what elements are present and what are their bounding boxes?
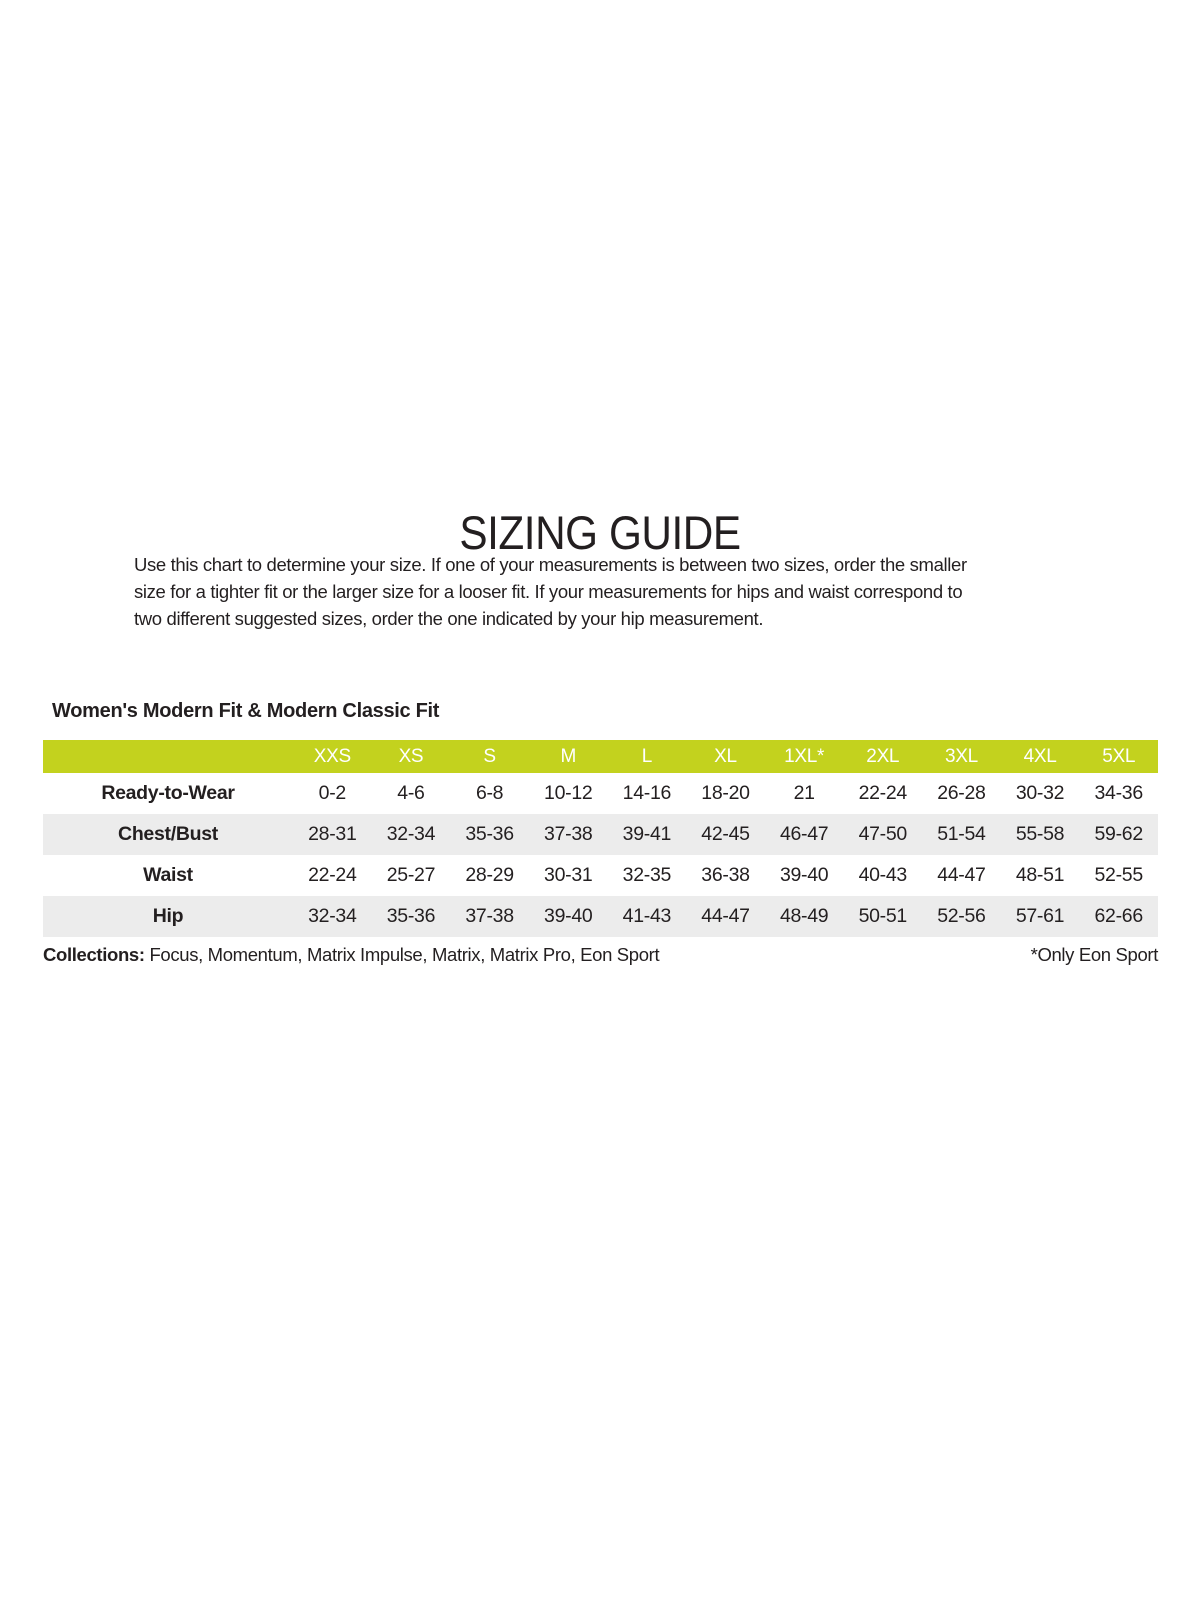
row-label-waist: Waist xyxy=(143,864,193,886)
size-cell: 22-24 xyxy=(858,782,907,804)
size-cell: 59-62 xyxy=(1094,823,1143,845)
size-cell: 48-49 xyxy=(779,905,829,927)
column-header-xs: XS xyxy=(398,745,424,767)
size-cell: 18-20 xyxy=(701,782,750,804)
size-cell: 52-55 xyxy=(1094,864,1143,886)
asterisk-note: *Only Eon Sport xyxy=(1030,944,1158,965)
size-cell: 36-38 xyxy=(701,864,750,886)
column-header-xxs: XXS xyxy=(313,745,351,767)
size-cell: 26-28 xyxy=(937,782,986,804)
collections-label: Collections: xyxy=(43,944,145,965)
size-cell: 44-47 xyxy=(937,864,986,886)
size-cell: 32-35 xyxy=(622,864,672,886)
size-cell: 40-43 xyxy=(858,864,907,886)
table-row-hip xyxy=(43,896,1158,937)
size-table xyxy=(43,740,1158,937)
section-heading: Women's Modern Fit & Modern Classic Fit xyxy=(52,700,440,722)
intro-line: Use this chart to determine your size. If one of your measurements is between two sizes, order the smaller xyxy=(134,554,967,575)
size-cell: 30-31 xyxy=(544,864,593,886)
size-cell: 32-34 xyxy=(308,905,357,927)
size-cell: 25-27 xyxy=(386,864,436,886)
intro-line: size for a tighter fit or the larger size for a looser fit. If your measurements for hips and waist correspond to xyxy=(134,581,963,602)
page-title: SIZING GUIDE xyxy=(459,506,741,560)
size-cell: 42-45 xyxy=(701,823,750,845)
size-cell: 44-47 xyxy=(701,905,750,927)
size-cell: 37-38 xyxy=(465,905,514,927)
column-header-xl: XL xyxy=(714,745,737,767)
collections-note xyxy=(43,944,659,966)
size-cell: 57-61 xyxy=(1015,905,1065,927)
size-cell: 39-40 xyxy=(779,864,829,886)
column-header-3xl: 3XL xyxy=(944,745,978,767)
column-header-l: L xyxy=(641,745,652,767)
column-header-2xl: 2XL xyxy=(866,745,900,767)
row-label-chest-bust: Chest/Bust xyxy=(118,823,218,845)
size-cell: 4-6 xyxy=(397,782,425,804)
size-cell: 14-16 xyxy=(622,782,672,804)
column-header-s: S xyxy=(483,745,496,767)
size-cell: 62-66 xyxy=(1094,905,1143,927)
table-footnotes xyxy=(43,944,1158,966)
size-cell: 10-12 xyxy=(544,782,593,804)
size-cell: 6-8 xyxy=(475,782,504,804)
size-cell: 46-47 xyxy=(779,823,829,845)
intro-line: two different suggested sizes, order the one indicated by your hip measurement. xyxy=(134,608,764,629)
collections-list: Focus, Momentum, Matrix Impulse, Matrix, Matrix Pro, Eon Sport xyxy=(149,944,660,965)
column-header-4xl: 4XL xyxy=(1023,745,1057,767)
column-header-m: M xyxy=(560,745,576,767)
table-row-chest-bust xyxy=(43,814,1158,855)
size-cell: 48-51 xyxy=(1015,864,1065,886)
row-label-hip: Hip xyxy=(152,905,184,927)
column-header-1xl: 1XL* xyxy=(784,745,825,767)
size-cell: 37-38 xyxy=(544,823,593,845)
size-cell: 34-36 xyxy=(1094,782,1143,804)
size-cell: 41-43 xyxy=(622,905,672,927)
size-cell: 32-34 xyxy=(386,823,436,845)
size-cell: 50-51 xyxy=(858,905,907,927)
size-cell: 28-31 xyxy=(308,823,357,845)
column-header-5xl: 5XL xyxy=(1102,745,1136,767)
size-table-header-row xyxy=(43,740,1158,773)
size-cell: 52-56 xyxy=(937,905,986,927)
size-cell: 35-36 xyxy=(386,905,436,927)
size-cell: 35-36 xyxy=(465,823,514,845)
size-cell: 39-41 xyxy=(622,823,672,845)
size-cell: 21 xyxy=(793,782,815,804)
table-row-waist xyxy=(43,855,1158,896)
intro-paragraph xyxy=(134,551,967,632)
size-cell: 0-2 xyxy=(318,782,346,804)
size-cell: 28-29 xyxy=(465,864,514,886)
size-cell: 51-54 xyxy=(937,823,986,845)
size-cell: 47-50 xyxy=(858,823,907,845)
size-cell: 30-32 xyxy=(1015,782,1065,804)
size-cell: 39-40 xyxy=(544,905,593,927)
size-cell: 55-58 xyxy=(1015,823,1065,845)
size-cell: 22-24 xyxy=(308,864,357,886)
row-label-ready-to-wear: Ready-to-Wear xyxy=(101,782,235,804)
table-row-ready-to-wear xyxy=(43,773,1158,814)
